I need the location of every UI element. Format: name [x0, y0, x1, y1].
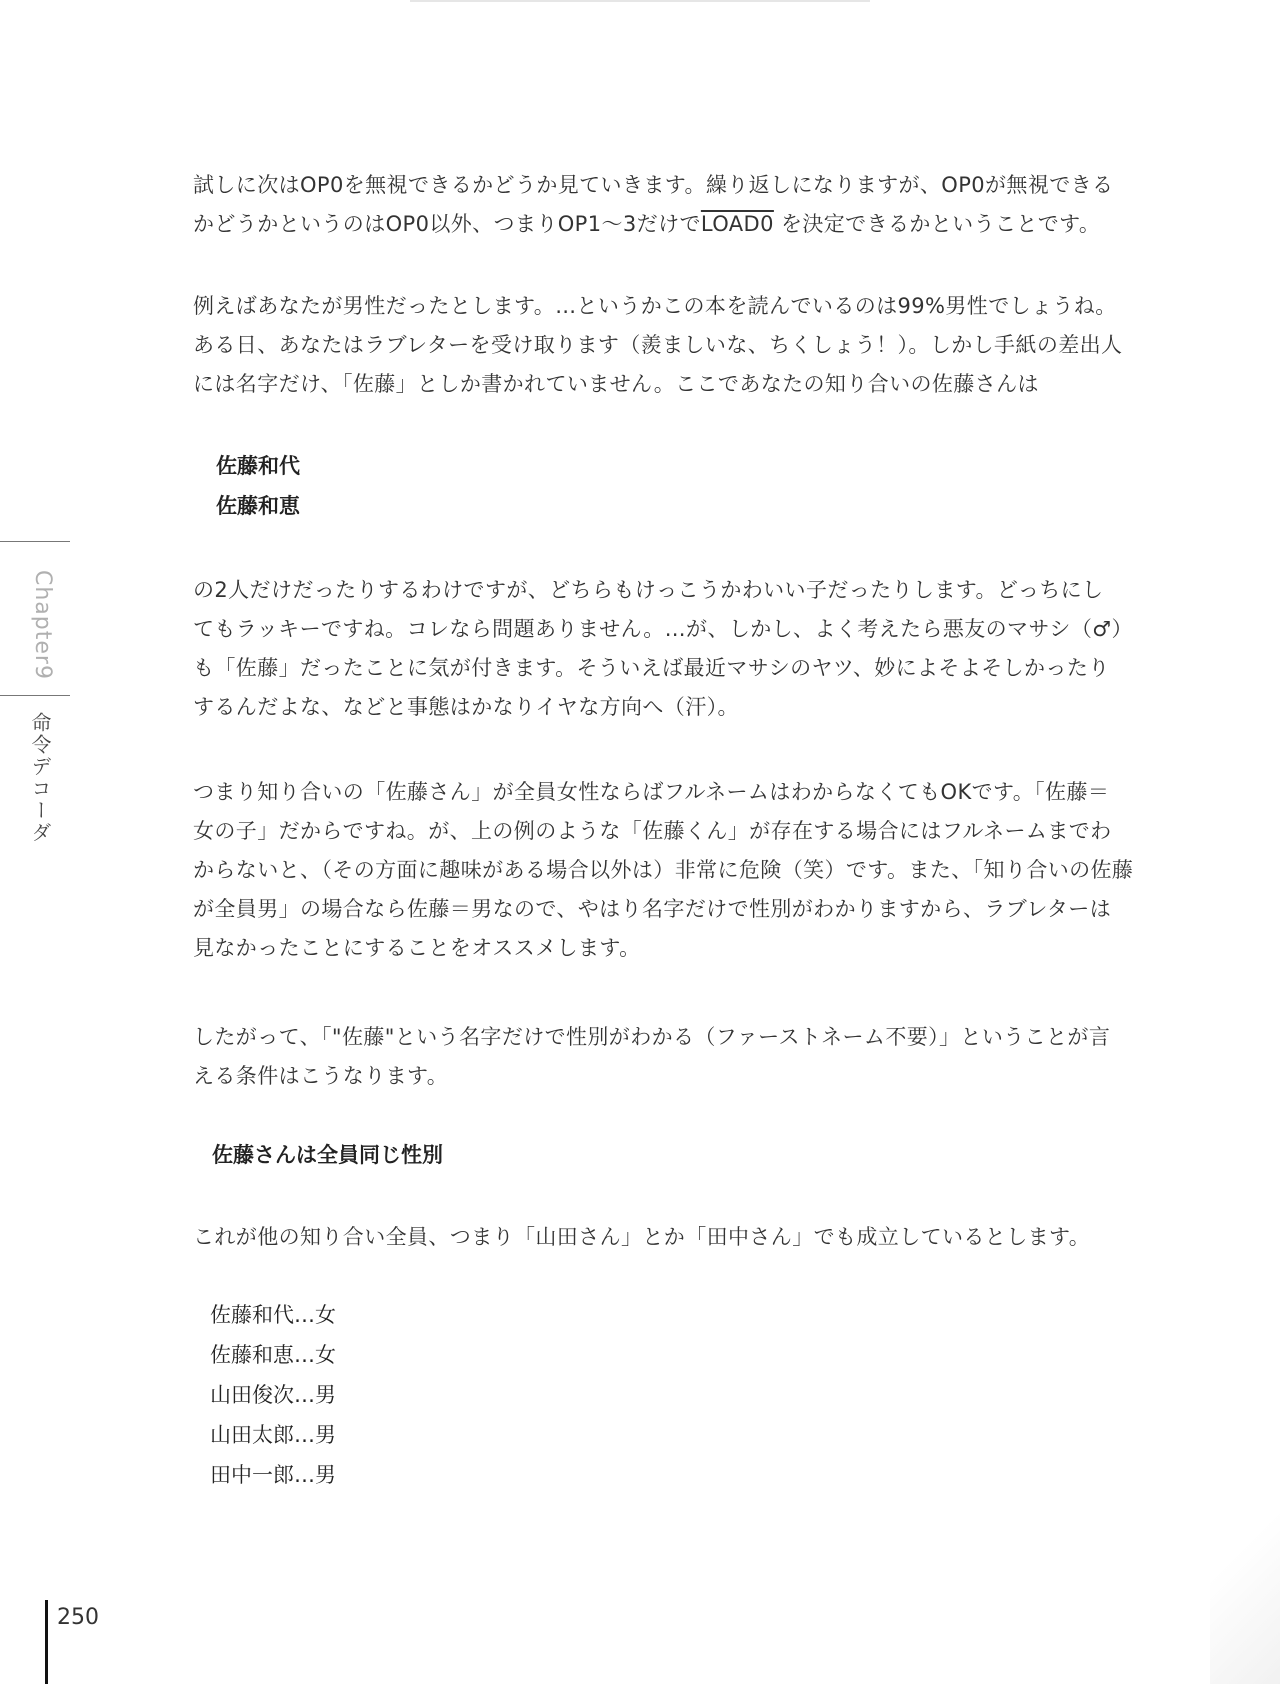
paragraph-6 — [193, 1218, 1143, 1257]
chapter-label: Chapter9 — [30, 570, 55, 680]
name-gender-item-3: 山田俊次…男 — [210, 1383, 336, 1407]
paragraph-2-line-2: ある日、あなたはラブレターを受け取ります（羨ましいな、ちくしょう！）。しかし手紙の差出人 — [193, 333, 1123, 357]
paragraph-3 — [193, 571, 1143, 727]
paragraph-4-line-1: つまり知り合いの「佐藤さん」が全員女性ならばフルネームはわからなくてもOKです。「佐藤＝ — [193, 780, 1110, 804]
top-edge-rule — [410, 0, 870, 2]
paragraph-1-line-2-pre: かどうかというのはOP0以外、つまりOP1～3だけで — [193, 212, 701, 236]
sidebar-rule-middle — [0, 695, 70, 696]
name-item-1: 佐藤和代 — [216, 454, 300, 478]
paragraph-4-line-5: 見なかったことにすることをオススメします。 — [193, 936, 641, 960]
paragraph-4-line-3: からないと、（その方面に趣味がある場合以外は）非常に危険（笑）です。また、「知り合いの佐藤 — [193, 858, 1134, 882]
paragraph-1-line-1: 試しに次はOP0を無視できるかどうか見ていきます。繰り返しになりますが、OP0が無視できる — [193, 173, 1114, 197]
paragraph-3-line-1: の2人だけだったりするわけですが、どちらもけっこうかわいい子だったりします。どっちにし — [193, 578, 1104, 602]
paragraph-2 — [193, 287, 1143, 404]
condition-statement: 佐藤さんは全員同じ性別 — [212, 1143, 443, 1167]
paragraph-5 — [193, 1018, 1143, 1096]
page-number: 250 — [57, 1605, 99, 1630]
paragraph-3-line-2: てもラッキーですね。コレなら問題ありません。…が、しかし、よく考えたら悪友のマサシ（♂） — [193, 617, 1133, 641]
name-gender-item-4: 山田太郎…男 — [210, 1423, 336, 1447]
page-number-bar — [45, 1600, 48, 1684]
page-curl-shade — [1210, 1464, 1280, 1684]
name-gender-item-5: 田中一郎…男 — [210, 1463, 336, 1487]
load0-overlined-term: LOAD0 — [700, 212, 774, 236]
paragraph-3-line-3: も「佐藤」だったことに気が付きます。そういえば最近マサシのヤツ、妙によそよそしかったり — [193, 656, 1110, 680]
paragraph-5-line-2: える条件はこうなります。 — [193, 1064, 449, 1088]
name-gender-item-2: 佐藤和恵…女 — [210, 1343, 336, 1367]
sidebar-rule-top — [0, 541, 70, 542]
name-gender-item-1: 佐藤和代…女 — [210, 1303, 336, 1327]
paragraph-4 — [193, 773, 1143, 968]
paragraph-3-line-4: するんだよな、などと事態はかなりイヤな方向へ（汗）。 — [193, 695, 739, 719]
paragraph-4-line-2: 女の子」だからですね。が、上の例のような「佐藤くん」が存在する場合にはフルネームまでわ — [193, 819, 1112, 843]
paragraph-1-line-2-post: を決定できるかということです。 — [773, 212, 1101, 236]
paragraph-4-line-4: が全員男」の場合なら佐藤＝男なので、やはり名字だけで性別がわかりますから、ラブレターは — [193, 897, 1112, 921]
name-item-2: 佐藤和恵 — [216, 494, 300, 518]
paragraph-5-line-1: したがって、「"佐藤"という名字だけで性別がわかる（ファーストネーム不要）」ということが言 — [193, 1025, 1111, 1049]
paragraph-2-line-1: 例えばあなたが男性だったとします。…というかこの本を読んでいるのは99%男性でしょうね。 — [193, 294, 1117, 318]
paragraph-2-line-3: には名字だけ、「佐藤」としか書かれていません。ここであなたの知り合いの佐藤さんは — [193, 372, 1039, 396]
paragraph-6-line-1: これが他の知り合い全員、つまり「山田さん」とか「田中さん」でも成立しているとします。 — [193, 1225, 1091, 1249]
chapter-title: 命令デコーダ — [28, 712, 52, 844]
paragraph-1-line-2 — [193, 205, 1143, 244]
paragraph-1 — [193, 166, 1143, 244]
